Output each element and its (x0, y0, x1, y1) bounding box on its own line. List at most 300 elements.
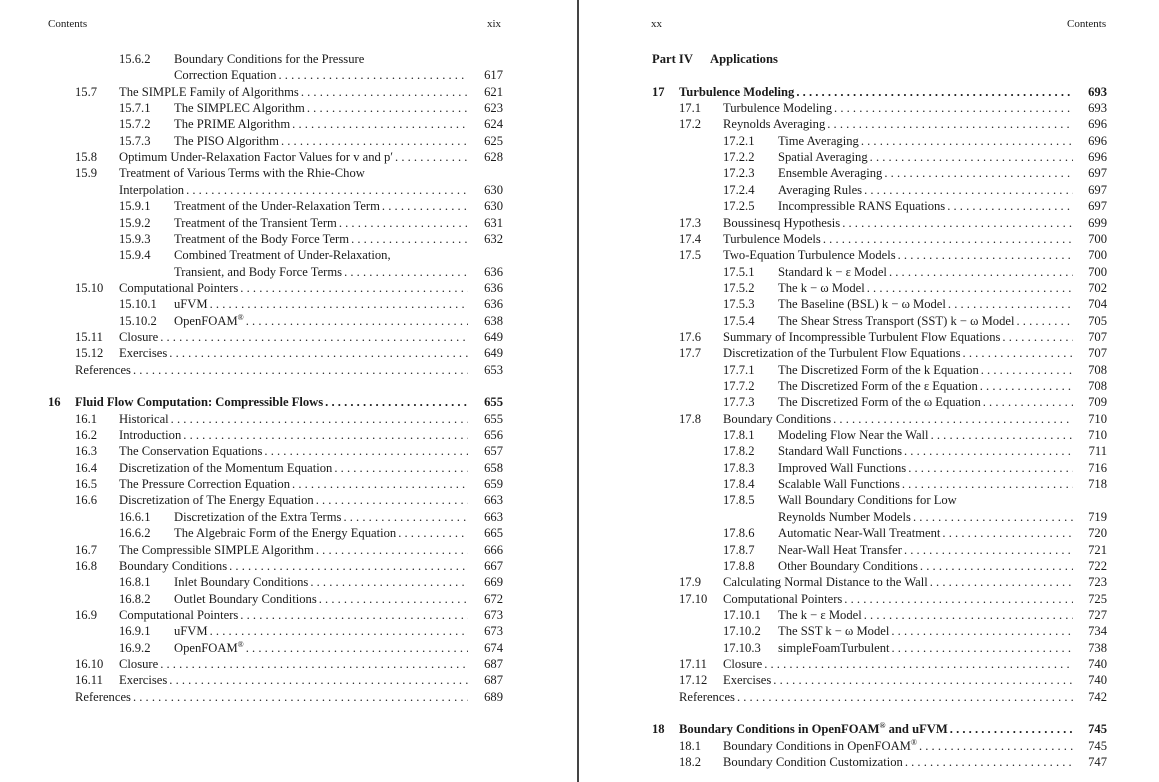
toc-title (119, 280, 468, 296)
dot-leader (903, 754, 1073, 770)
toc-title (778, 313, 1073, 329)
toc-title-text: Turbulence Modeling (723, 101, 833, 116)
toc-title-text: Discretization of the Extra Terms (174, 509, 342, 524)
toc-number: 15.11 (75, 329, 103, 344)
toc-number: 17.8.5 (723, 493, 755, 508)
dot-leader (314, 542, 468, 558)
toc-page-number: 631 (484, 215, 503, 230)
toc-number: 17.7.1 (723, 362, 755, 377)
toc-number: 17.5.1 (723, 264, 755, 279)
toc-number: 17.2.4 (723, 182, 755, 197)
toc-page-number: 632 (484, 231, 503, 246)
dot-leader (184, 182, 468, 198)
toc-title (679, 689, 1073, 705)
dot-leader (131, 689, 468, 705)
toc-number: 17.8.7 (723, 542, 755, 557)
toc-page-number: 747 (1088, 755, 1107, 770)
toc-entry (579, 394, 1159, 410)
toc-title (778, 607, 1073, 623)
toc-entry (0, 165, 577, 181)
toc-number: 17.10.1 (723, 607, 761, 622)
toc-title (778, 443, 1073, 459)
dot-leader (961, 345, 1073, 361)
toc-number: 17.5.2 (723, 280, 755, 295)
toc-page-number: 711 (1088, 444, 1107, 459)
toc-number: 15.7.2 (119, 117, 151, 132)
dot-leader (167, 672, 468, 688)
toc-page-number: 734 (1088, 624, 1107, 639)
toc-title-text: The Shear Stress Transport (SST) k − ω Model (778, 313, 1015, 328)
toc-title-text: Exercises (119, 346, 168, 361)
toc-title (119, 460, 468, 476)
toc-title-text: The PISO Algorithm (174, 133, 279, 148)
toc-title (723, 329, 1073, 345)
toc-title-text: OpenFOAM® (174, 312, 244, 328)
toc-page-number: 657 (484, 444, 503, 459)
toc-title-text: Historical (119, 411, 169, 426)
toc-page-number: 696 (1088, 133, 1107, 148)
toc-title-text: Reynolds Number Models (778, 509, 911, 524)
toc-entry (579, 264, 1159, 280)
toc-entry (0, 591, 577, 607)
toc-title (174, 509, 468, 525)
toc-entry (0, 476, 577, 492)
toc-title (778, 427, 1073, 443)
toc-title-text: Interpolation (119, 182, 185, 197)
toc-number: 17.10.3 (723, 640, 761, 655)
toc-title (174, 231, 468, 247)
toc-page-number: 700 (1088, 264, 1107, 279)
toc-entry (0, 133, 577, 149)
toc-title-text: Calculating Normal Distance to the Wall (723, 575, 928, 590)
toc-title (75, 362, 468, 378)
toc-page-number: 740 (1088, 656, 1107, 671)
toc-entry (0, 443, 577, 459)
toc-number: 18 (652, 722, 665, 737)
toc-title (174, 623, 468, 639)
dot-leader (341, 509, 468, 525)
dot-leader (208, 296, 468, 312)
page-number-roman: xx (651, 18, 662, 30)
toc-page-number: 693 (1088, 84, 1107, 99)
toc-entry (579, 460, 1159, 476)
toc-page-number: 687 (484, 673, 503, 688)
toc-title (778, 133, 1073, 149)
toc-entry (0, 411, 577, 427)
dot-leader (978, 378, 1073, 394)
toc-title-text: Exercises (723, 673, 772, 688)
toc-title-text: References (75, 362, 131, 377)
toc-title-text: Exercises (119, 673, 168, 688)
toc-title (174, 198, 468, 214)
toc-number: 16.8.2 (119, 591, 151, 606)
dot-leader (279, 133, 468, 149)
toc-number: 16.7 (75, 542, 98, 557)
toc-title-text: Discretization of the Momentum Equation (119, 460, 333, 475)
toc-title-text: Computational Pointers (723, 591, 843, 606)
toc-entry (0, 623, 577, 639)
toc-title (778, 509, 1073, 525)
toc-title (174, 296, 468, 312)
toc-title (778, 378, 1073, 394)
toc-title-text: References (679, 689, 735, 704)
toc-title (778, 280, 1073, 296)
toc-page-number: 625 (484, 133, 503, 148)
dot-leader (981, 394, 1073, 410)
toc-title (723, 100, 1073, 116)
toc-entry (579, 329, 1159, 345)
dot-leader (262, 443, 468, 459)
toc-page-number: 672 (484, 591, 503, 606)
toc-title (174, 215, 468, 231)
toc-title (723, 672, 1073, 688)
toc-title-text: simpleFoamTurbulent (778, 640, 890, 655)
dot-leader (842, 591, 1073, 607)
toc-title-text: Ensemble Averaging (778, 166, 883, 181)
toc-page-number: 705 (1088, 313, 1107, 328)
toc-number: 17.4 (679, 231, 702, 246)
toc-page-number: 707 (1088, 329, 1107, 344)
toc-title-text: Introduction (119, 428, 182, 443)
toc-page-number: 702 (1088, 280, 1107, 295)
toc-entry (579, 525, 1159, 541)
toc-title-text: The Discretized Form of the ε Equation (778, 379, 978, 393)
toc-title-text: Optimum Under-Relaxation Factor Values for v and p′ (119, 150, 394, 165)
toc-title-text: Boundary Condition Customization (723, 755, 903, 770)
dot-leader (244, 640, 468, 656)
toc-number: 17.8.8 (723, 558, 755, 573)
toc-title-text: Discretization of The Energy Equation (119, 493, 314, 508)
toc-title (723, 656, 1073, 672)
toc-number: 17.7.3 (723, 395, 755, 410)
left-page (0, 0, 577, 782)
toc-number: 17.2.5 (723, 199, 755, 214)
toc-title-text: Treatment of Various Terms with the Rhie-Chow (119, 166, 365, 181)
toc-entry (579, 656, 1159, 672)
toc-entry (579, 591, 1159, 607)
dot-leader (825, 116, 1073, 132)
toc-number: 17.7 (679, 346, 702, 361)
toc-title-text: The k − ε Model (778, 607, 862, 622)
toc-title (778, 394, 1073, 410)
toc-title (778, 149, 1073, 165)
toc-page-number: 719 (1088, 509, 1107, 524)
toc-number: 17.2.1 (723, 133, 755, 148)
toc-title-text: Spatial Averaging (778, 150, 868, 165)
dot-leader (290, 476, 468, 492)
toc-entry (0, 378, 577, 394)
toc-title (119, 492, 468, 508)
running-header-left: Contents (48, 18, 88, 30)
toc-page-number: 638 (484, 313, 503, 328)
toc-page-number: 673 (484, 607, 503, 622)
toc-title (778, 542, 1073, 558)
toc-title (778, 623, 1073, 639)
toc-title (119, 607, 468, 623)
toc-entry (0, 67, 577, 83)
toc-number: 17.5.4 (723, 313, 755, 328)
toc-entry (579, 443, 1159, 459)
toc-title-text: The k − ω Model (778, 280, 865, 295)
toc-title-text: Standard Wall Functions (778, 444, 902, 459)
toc-page-number: 693 (1088, 101, 1107, 116)
toc-title (119, 329, 468, 345)
toc-number: 16.8.1 (119, 575, 151, 590)
toc-title-text: Boundary Conditions in OpenFOAM® (723, 737, 917, 753)
dot-leader (917, 738, 1073, 754)
dot-leader (314, 492, 468, 508)
toc-page-number: 623 (484, 101, 503, 116)
toc-references (579, 689, 1159, 705)
dot-leader (945, 198, 1073, 214)
toc-entry (579, 100, 1159, 116)
toc-page-number: 727 (1088, 607, 1107, 622)
toc-title-text: Inlet Boundary Conditions (174, 575, 309, 590)
toc-title (723, 591, 1073, 607)
toc-title-text: uFVM (174, 624, 208, 639)
toc-entry (0, 574, 577, 590)
dot-leader (1000, 329, 1073, 345)
dot-leader (131, 362, 468, 378)
dot-leader (299, 84, 468, 100)
toc-entry (579, 280, 1159, 296)
toc-page-number: 696 (1088, 150, 1107, 165)
toc-title-text: The Pressure Correction Equation (119, 477, 291, 492)
dot-leader (290, 116, 468, 132)
dot-leader (887, 264, 1073, 280)
dot-leader (167, 345, 468, 361)
toc-number: 17.2.3 (723, 166, 755, 181)
toc-number: 17.7.2 (723, 379, 755, 393)
toc-title (174, 574, 468, 590)
toc-title-text: The Discretized Form of the ω Equation (778, 395, 981, 410)
toc-title-text: Treatment of the Transient Term (174, 215, 337, 230)
toc-number: 18.2 (679, 755, 702, 770)
toc-number: 17 (652, 84, 665, 99)
toc-chapter (579, 721, 1159, 737)
toc-title (723, 247, 1073, 263)
toc-title-text: Treatment of the Under-Relaxation Term (174, 199, 380, 214)
toc-title-text: The Algebraic Form of the Energy Equation (174, 526, 397, 541)
toc-entry (0, 329, 577, 345)
dot-leader (308, 574, 468, 590)
toc-number: 17.8.4 (723, 477, 755, 492)
toc-title (75, 394, 468, 410)
toc-title (778, 492, 1107, 508)
toc-entry (579, 754, 1159, 770)
toc-title-text: The SST k − ω Model (778, 624, 890, 639)
toc-entry (579, 574, 1159, 590)
toc-title (174, 247, 503, 263)
toc-page-number: 624 (484, 117, 503, 132)
toc-title-text: The Baseline (BSL) k − ω Model (778, 297, 946, 312)
toc-entry (0, 525, 577, 541)
toc-entry (579, 672, 1159, 688)
toc-title (778, 296, 1073, 312)
toc-entry (579, 345, 1159, 361)
dot-leader (158, 656, 468, 672)
toc-number: 17.10.2 (723, 624, 761, 639)
toc-entry (0, 672, 577, 688)
toc-entry (579, 378, 1159, 394)
toc-entry (0, 198, 577, 214)
dot-leader (276, 67, 468, 83)
toc-entry (0, 607, 577, 623)
toc-title (119, 182, 468, 198)
dot-leader (831, 411, 1073, 427)
toc-title-text: Standard k − ε Model (778, 264, 887, 279)
toc-number: 15.9.4 (119, 248, 151, 263)
toc-title-text: Combined Treatment of Under-Relaxation, (174, 248, 391, 263)
toc-page-number: 716 (1088, 460, 1107, 475)
dot-leader (181, 427, 468, 443)
toc-number: 16.9 (75, 607, 98, 622)
dot-leader (929, 427, 1073, 443)
dot-leader (1014, 313, 1073, 329)
toc-entry (579, 623, 1159, 639)
toc-title (174, 116, 468, 132)
toc-page-number: 649 (484, 329, 503, 344)
toc-title (119, 443, 468, 459)
toc-number: 17.10 (679, 591, 708, 606)
dot-leader (208, 623, 468, 639)
toc-title (679, 84, 1073, 100)
toc-number: 15.10 (75, 280, 104, 295)
toc-entry (0, 51, 577, 67)
toc-entry (579, 149, 1159, 165)
toc-title-text: Turbulence Models (723, 231, 821, 246)
dot-leader (918, 558, 1073, 574)
toc-number: 16.6 (75, 493, 98, 508)
toc-title-text: Time Averaging (778, 133, 859, 148)
toc-number: 16.11 (75, 673, 103, 688)
toc-title (119, 558, 468, 574)
toc-title-text: Scalable Wall Functions (778, 477, 900, 492)
toc-title-text: Computational Pointers (119, 607, 239, 622)
toc-number: 16.9.2 (119, 640, 151, 655)
toc-page-number: 659 (484, 477, 503, 492)
toc-title (174, 591, 468, 607)
toc-number: 16.10 (75, 656, 104, 671)
toc-chapter (579, 84, 1159, 100)
toc-number: 16 (48, 395, 61, 410)
toc-title (778, 198, 1073, 214)
toc-title (723, 345, 1073, 361)
toc-page-number: 669 (484, 575, 503, 590)
toc-number: 15.9.2 (119, 215, 151, 230)
dot-leader (896, 247, 1073, 263)
toc-page-number: 636 (484, 280, 503, 295)
toc-title-text: Boundary Conditions for the Pressure (174, 52, 365, 66)
toc-page-number: 742 (1088, 689, 1107, 704)
toc-title-text: Automatic Near-Wall Treatment (778, 526, 941, 541)
toc-number: 15.7.1 (119, 101, 151, 116)
toc-title (679, 721, 1073, 737)
toc-number: 17.2.2 (723, 150, 755, 165)
toc-entry (0, 492, 577, 508)
toc-title-text: Summary of Incompressible Turbulent Flow Equations (723, 329, 1001, 344)
dot-leader (859, 133, 1073, 149)
toc-number: 17.2 (679, 117, 702, 132)
toc-number: 15.7 (75, 84, 98, 99)
toc-entry (579, 558, 1159, 574)
toc-title-text: Applications (710, 52, 778, 66)
toc-title-text: The PRIME Algorithm (174, 117, 291, 132)
toc-title-text: Closure (119, 329, 159, 344)
toc-title (119, 476, 468, 492)
toc-references (0, 689, 577, 705)
toc-title-text: Reynolds Averaging (723, 117, 826, 132)
toc-entry (0, 345, 577, 361)
toc-title-text: Modeling Flow Near the Wall (778, 428, 929, 443)
toc-title-text: Boussinesq Hypothesis (723, 215, 841, 230)
toc-entry (579, 247, 1159, 263)
toc-page-number: 687 (484, 656, 503, 671)
dot-leader (169, 411, 468, 427)
toc-title (119, 84, 468, 100)
dot-leader (762, 656, 1073, 672)
toc-number: 15.12 (75, 346, 104, 361)
toc-entry (0, 264, 577, 280)
dot-leader (862, 607, 1073, 623)
toc-entry (0, 427, 577, 443)
toc-title-text: Near-Wall Heat Transfer (778, 542, 902, 557)
dot-leader (902, 443, 1073, 459)
toc-page-number: 697 (1088, 199, 1107, 214)
dot-leader (332, 460, 468, 476)
toc-title-text: The SIMPLE Family of Algorithms (119, 84, 299, 99)
dot-leader (946, 296, 1073, 312)
toc-page-number: 745 (1088, 738, 1107, 753)
toc-title (778, 165, 1073, 181)
toc-entry (579, 165, 1159, 181)
toc-title-text: Two-Equation Turbulence Models (723, 248, 896, 263)
toc-page-number: 707 (1088, 346, 1107, 361)
toc-title (778, 558, 1073, 574)
toc-number: 17.8 (679, 411, 702, 426)
toc-entry (579, 116, 1159, 132)
toc-page-number: 658 (484, 460, 503, 475)
toc-page-number: 745 (1088, 722, 1107, 737)
toc-number: 16.3 (75, 444, 98, 459)
toc-title (723, 754, 1073, 770)
toc-title-text: uFVM (174, 297, 208, 312)
toc-page-number: 663 (484, 509, 503, 524)
toc-page-number: 649 (484, 346, 503, 361)
toc-entry (579, 738, 1159, 754)
toc-title (119, 427, 468, 443)
toc-title (723, 738, 1073, 754)
toc-page-number: 722 (1088, 558, 1107, 573)
toc-entry (0, 215, 577, 231)
dot-leader (735, 689, 1073, 705)
toc-title (723, 411, 1073, 427)
toc-number: 17.8.2 (723, 444, 755, 459)
toc-title-text: The Conservation Equations (119, 444, 263, 459)
toc-page-number: 630 (484, 199, 503, 214)
dot-leader (928, 574, 1073, 590)
toc-title-text: The Compressible SIMPLE Algorithm (119, 542, 314, 557)
toc-page-number: 723 (1088, 575, 1107, 590)
toc-number: 17.9 (679, 575, 702, 590)
toc-title-text: Computational Pointers (119, 280, 239, 295)
toc-entry (579, 296, 1159, 312)
toc-page-number: 725 (1088, 591, 1107, 606)
toc-title (119, 542, 468, 558)
toc-entry (579, 509, 1159, 525)
right-page (579, 0, 1159, 782)
toc-title (778, 264, 1073, 280)
